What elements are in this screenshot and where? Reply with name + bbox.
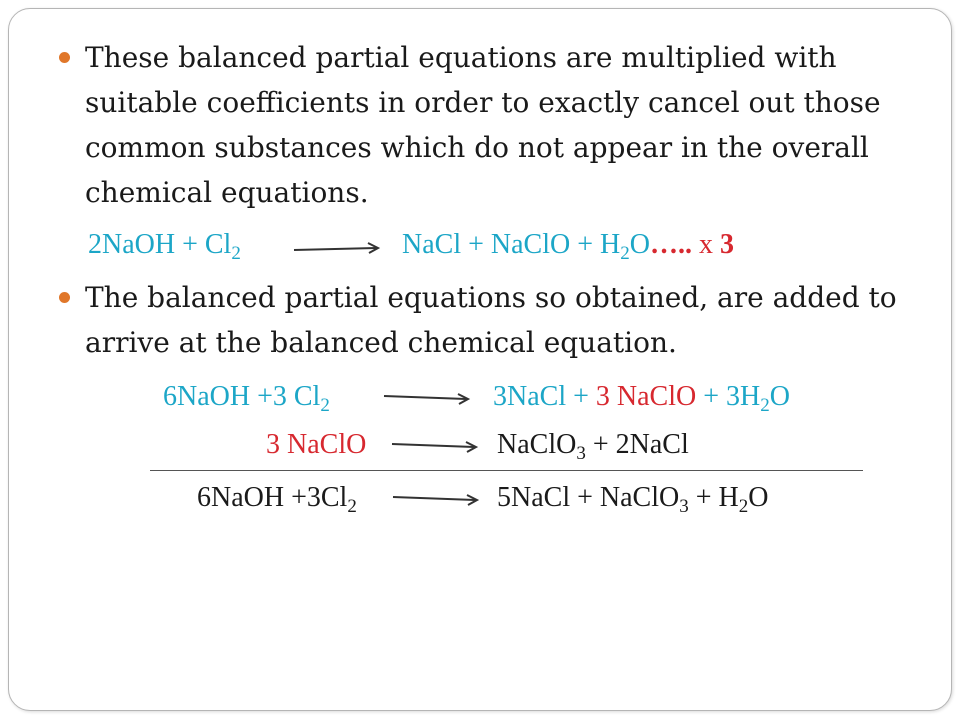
equation-3-lhs: 3 NaClO <box>266 429 367 460</box>
bullet-text-2: The balanced partial equations so obtained, are added to arrive at the balanced chemical equation. <box>85 281 897 359</box>
eq4-rhs-sub-1: 3 <box>679 496 689 517</box>
equation-2-lhs <box>163 380 330 414</box>
reaction-arrow-1 <box>292 238 384 258</box>
eq1-lhs-sub: 2 <box>231 243 241 264</box>
eq1-lhs-text: 2NaOH + Cl <box>88 229 232 260</box>
eq2-rhs-sub: 2 <box>760 395 770 416</box>
eq2-rhs-text-b: + 3H <box>696 381 761 412</box>
eq3-rhs-sub: 3 <box>576 443 586 464</box>
eq2-lhs-text: 6NaOH +3 Cl <box>163 381 321 412</box>
eq1-rhs-o: O <box>629 229 650 260</box>
eq1-times: x <box>691 229 720 260</box>
eq3-rhs-text: NaClO <box>497 429 577 460</box>
bullet-marker-1 <box>59 52 70 63</box>
eq2-lhs-sub: 2 <box>320 395 330 416</box>
eq1-dots: ….. <box>649 229 692 260</box>
eq4-rhs-text-b: + H <box>688 482 739 513</box>
eq1-rhs-text: NaCl + NaClO + H <box>402 229 621 260</box>
eq1-coefficient: 3 <box>719 229 734 260</box>
equation-3-rhs <box>497 428 689 462</box>
eq2-rhs-o: O <box>769 381 790 412</box>
eq2-rhs-red: 3 NaClO <box>595 381 697 412</box>
eq2-rhs-text: 3NaCl + <box>493 381 596 412</box>
eq4-rhs-o: O <box>748 482 769 513</box>
summation-line <box>150 470 863 471</box>
equation-1-rhs <box>402 228 734 262</box>
equation-4-lhs <box>197 481 357 515</box>
reaction-arrow-3 <box>390 436 482 456</box>
reaction-arrow-4 <box>391 489 483 509</box>
reaction-arrow-2 <box>382 388 474 408</box>
eq4-lhs-sub: 2 <box>347 496 357 517</box>
bullet-marker-2 <box>59 292 70 303</box>
bullet-text-1: These balanced partial equations are multiplied with suitable coefficients in order to exactly cancel out those common substances which do not appear in the overall chemical equations. <box>85 41 881 209</box>
equation-2-rhs <box>493 380 790 414</box>
equation-1-lhs <box>88 228 241 262</box>
eq3-rhs-text-b: + 2NaCl <box>585 429 689 460</box>
eq4-rhs-text: 5NaCl + NaClO <box>497 482 680 513</box>
eq1-rhs-sub: 2 <box>620 243 630 264</box>
eq4-rhs-sub-2: 2 <box>738 496 749 517</box>
equation-4-rhs <box>497 481 768 515</box>
eq4-lhs-text: 6NaOH +3Cl <box>197 482 348 513</box>
